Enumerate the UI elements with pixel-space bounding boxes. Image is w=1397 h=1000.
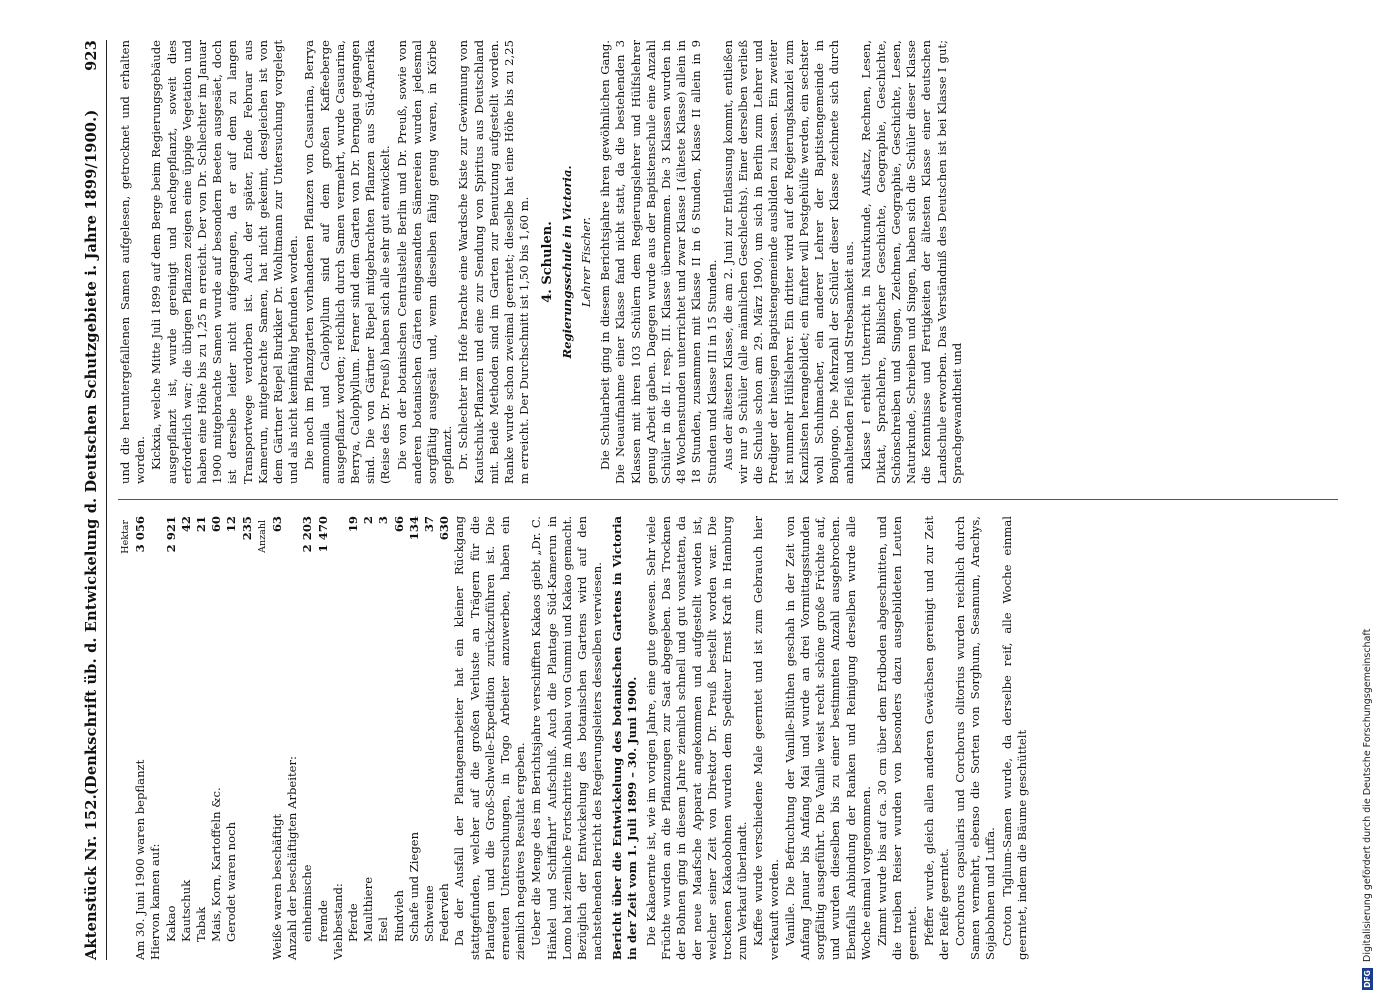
- crop-label: Mais, Korn, Kartoffeln &c.: [209, 787, 224, 942]
- page-number: 923: [83, 40, 100, 71]
- paragraph: Ueber die Menge des im Berichtsjahre verschifften Kakaos giebt „Dr. C. Hänkel und Schiffahrt“ Aufschluß. Auch die Plantage Süd-Kamerun in Lomo hat ziemliche Fortschritte im Anbau von Gummi und Kakao gemacht. Bezüglich der Entwickelung des botanischen Gartens wird auf den nachstehenden Bericht des Regierungsleiters desselben verwiesen.: [529, 516, 605, 960]
- livestock-row: [437, 516, 452, 960]
- unit-count-label: Anzahl: [256, 520, 268, 553]
- paragraph: Zimmt wurde bis auf ca. 30 cm über dem Erdboden abgeschnitten, und die treiben Reiser wurden von besonders dazu ausgebildeten Leuten geerntet.: [874, 516, 920, 960]
- paragraph: Die von der botanischen Centralstelle Berlin und Dr. Preuß, sowie von anderen botanischen Gärten eingesandten Sämereien wurden jedesmal sorgfältig ausgesät und, wenn dieselben fähig genug waren, in Körbe gepflanzt.: [394, 40, 455, 484]
- livestock-value: 630: [437, 516, 452, 541]
- livestock-label: Viehbestand:: [330, 883, 345, 960]
- paragraph: und die heruntergefallenen Samen aufgelesen, getrocknet und erhalten worden.: [118, 40, 148, 484]
- crop-row: [224, 516, 239, 960]
- livestock-label: Schafe und Ziegen: [406, 831, 421, 942]
- livestock-row: [407, 516, 422, 960]
- livestock-row: [392, 516, 407, 960]
- paragraph: Kickxia, welche Mitte Juli 1899 auf dem Berge beim Regierungsgebäude ausgepflanzt ist, wurde gereinigt und nachgepflanzt, soweit dies erforderlich war; die übrigen Pflanzen zeigen eine üppige Vegetation und haben eine Höhe bis zu 1,25 m erreicht. Der von Dr. Schlechter im Januar 1900 mitgebrachte Samen wurde auf besondern Beeten ausgesäet, doch ist derselbe leider nicht aufgegangen, da er auf dem zu langen Transportwege verdorben ist. Auch der später, Ende Februar aus Kamerun, mitgebrachte Samen, hat nicht gekeimt, desgleichen ist von dem Gärtner Riepel Burkiker Dr. Wohltmann zur Untersuchung vorgelegt und als nicht keimfähig befunden worden.: [149, 40, 301, 484]
- whites-row: [270, 516, 285, 960]
- paragraph: Croton Tiglium-Samen wurde, da derselbe reif, alle Woche einmal geerntet, indem die Bäume geschüttelt: [999, 516, 1029, 960]
- crop-value: 12: [224, 516, 239, 533]
- right-column: [118, 40, 966, 484]
- livestock-label: Maulthiere: [361, 876, 376, 942]
- livestock-value: 2: [361, 516, 376, 525]
- section-heading: 4. Schulen.: [540, 221, 556, 303]
- livestock-row: [422, 516, 437, 960]
- planted-total-value: 3 056: [133, 516, 148, 553]
- rotated-page: [40, 0, 1360, 1000]
- livestock-value: 19: [346, 516, 361, 533]
- crop-value: 2 921: [163, 516, 178, 553]
- dfg-logo: DFG: [1362, 968, 1373, 990]
- crop-row: [179, 516, 194, 960]
- crop-value: 21: [194, 516, 209, 533]
- column-divider: [118, 499, 1338, 500]
- crop-label: Kakao: [163, 905, 178, 942]
- header-document-number: Aktenstück Nr. 152.: [83, 794, 100, 960]
- credit-line: [1362, 629, 1373, 990]
- planted-total-row: [133, 516, 148, 960]
- workers-label: Anzahl der beschäftigten Arbeiter:: [285, 756, 300, 960]
- whites-value: 63: [270, 516, 285, 533]
- crop-row: [240, 516, 255, 960]
- crop-row: [164, 516, 179, 960]
- livestock-label: Esel: [376, 917, 391, 942]
- unit-hectare-label: Hektar: [120, 520, 131, 554]
- livestock-label: Pferde: [346, 903, 361, 942]
- paragraph: Kaffee wurde verschiedene Male geerntet und ist zum Gebrauch hier verkauft worden.: [751, 516, 781, 960]
- paragraph: Corchorus capsularis und Corchorus olitorius wurden reichlich durch Samen vermehrt, ebenso die Sorten von Sorghum, Sesamum, Arachys, Sojabohnen und Luffa.: [952, 516, 998, 960]
- worker-value: 2 203: [300, 516, 315, 553]
- livestock-row: [346, 516, 361, 960]
- livestock-value: 37: [422, 516, 437, 533]
- paragraph: Dr. Schlechter im Hofe brachte eine Wardsche Kiste zur Gewinnung von Kautschuk-Pflanzen und eine zur Sendung von Spiritus aus Deutschland mit. Beide Methoden sind im Garten zur Benutzung aufgestellt worden. Ranke wurde schon zweimal geerntet; dieselbe hat eine Höhe bis zu 2,25 m erreicht. Der Durchschnitt ist 1,50 bis 1,60 m.: [456, 40, 532, 484]
- paragraph: Vanille. Die Befruchtung der Vanille-Blüthen geschah in der Zeit von Anfang Januar bis Anfang Mai und wurde an drei Vormittagsstunden sorgfältig ausgeführt. Die Vanille weist recht schöne große Früchte auf, und wurden dieselben bis zu einer bestimmten Anzahl ausgebrochen. Ebenfalls Anbindung der Ranken und Reinigung derselben wurde alle Woche einmal vorgenommen.: [782, 516, 873, 960]
- worker-label: fremde: [315, 900, 330, 942]
- paragraph: Die Schularbeit ging in diesem Berichtsjahre ihren gewöhnlichen Gang. Die Neuaufnahme einer Klasse fand nicht statt, da die bestehenden 3 Klassen mit ihren 103 Schülern dem Regierungslehrer und Hülfslehrer genug Arbeit gaben. Dagegen wurde aus der Baptistenschule eine Anzahl Schüler in die II. resp. III. Klasse übernommen. Die 3 Klassen wurden in 48 Wochenstunden unterrichtet und zwar Klasse I (älteste Klasse) allein in 18 Stunden, zusammen mit Klasse II in 6 Stunden, Klasse II allein in 9 Stunden und Klasse III in 15 Stunden.: [598, 40, 719, 484]
- crop-label: Kautschuk: [178, 879, 193, 942]
- livestock-value: 134: [406, 516, 421, 541]
- page-header: [80, 40, 107, 960]
- worker-label: einheimische: [300, 864, 315, 942]
- crop-label: Gerodet waren noch: [224, 821, 239, 942]
- paragraph: Pfeffer wurde, gleich allen anderen Gewächsen gereinigt und zur Zeit der Reife geerntet.: [921, 516, 951, 960]
- header-title: (Denkschrift üb. d. Entwickelung d. Deutschen Schutzgebiete i. Jahre 1899/1900.): [83, 109, 100, 795]
- credit-text: Digitalisierung gefördert durch die Deutsche Forschungsgemeinschaft: [1362, 628, 1373, 962]
- crop-value: 42: [178, 516, 193, 533]
- livestock-row: [376, 516, 391, 960]
- livestock-label: Rindvieh: [391, 890, 406, 942]
- crop-row: [209, 516, 224, 960]
- paragraph: Die noch im Pflanzgarten vorhandenen Pflanzen von Casuarina, Berrya ammonilla und Calophyllum sind auf dem großen Kaffeeberge ausgepflanzt worden; reichlich durch Samen vermehrt, wurde Casuarina, Berrya, Calophyllum. Ferner sind dem Garten von Dr. Derngau gegangen sind. Die von Gärtner Riepel mitgebrachten Pflanzen aus Süd-Amerika (Reise des Dr. Preuß) haben sich alle sehr gut entwickelt.: [302, 40, 393, 484]
- paragraph: Aus der ältesten Klasse, die am 2. Juni zur Entlassung kommt, entließen wir nur 9 Schüler (alle männlichen Geschlechts). Einer derselben verließ die Schule schon am 29. März 1900, um sich in Berlin zum Lehrer und Prediger der hiesigen Baptistengemeinde ausbilden zu lassen. Ein zweiter ist nunmehr Hülfslehrer. Ein dritter wird auf der Regierungskanzlei zum Kanzlisten herangebildet; ein fünfter will Postgehülfe werden, ein sechster wohl Schuhmacher, ein anderer Lehrer der Baptistengemeinde in Bonjongo. Die Mehrzahl der Schüler dieser Klasse zeichnete sich durch anhaltenden Fleiß und Strebsamkeit aus.: [720, 40, 857, 484]
- teacher-name: Lehrer Fischer.: [578, 216, 593, 308]
- crop-value: 60: [209, 516, 224, 533]
- worker-value: 1 470: [315, 516, 330, 553]
- whites-label: Weiße waren beschäftigt: [270, 813, 285, 960]
- livestock-row: [361, 516, 376, 960]
- report-title: Bericht über die Entwickelung des botanischen Gartens in Victoria in der Zeit vom 1. Juli 1899 – 30. Juni 1900.: [609, 516, 639, 960]
- subsection-heading: Regierungsschule in Victoria.: [559, 165, 574, 359]
- crop-value: 235: [239, 516, 254, 541]
- left-column: [118, 516, 1031, 960]
- paragraph: Klasse I erhielt Unterricht in Naturkunde, Aufsatz, Rechnen, Lesen, Diktat, Sprachlehre, Biblischer Geschichte, Geographie, Geschichte, Schönschreiben und Singen, Zeichnen, Geographie, Geschichte, Lesen, Naturkunde, Schreiben und Singen, haben sich die Schüler dieser Klasse die Kenntnisse und Fertigkeiten der ältesten Klasse einer deutschen Landschule erworben. Das Verständniß des Deutschen ist bei Klasse I gut; Sprachgewandtheit und: [858, 40, 964, 484]
- crop-label: [240, 576, 255, 942]
- paragraph: Da der Ausfall der Plantagenarbeiter hat ein kleiner Rückgang stattgefunden, welcher auf die großen Verluste an Trägern für die Plantagen und die Groß-Schwelle-Expedition zurückzuführen ist. Die erneuten Untersuchungen, in Togo Arbeiter anzuwerben, haben ein ziemlich negatives Resultat ergeben.: [452, 516, 528, 960]
- planted-total-label: Am 30. Juni 1900 waren bepflanzt: [133, 759, 148, 960]
- digitization-credit: [1362, 10, 1376, 990]
- crop-label: Tabak: [194, 906, 209, 942]
- of-which-label: Hiervon kamen auf:: [148, 843, 163, 960]
- livestock-value: 3: [376, 516, 391, 525]
- livestock-label: Federvieh: [437, 883, 452, 942]
- livestock-label: Schweine: [422, 885, 437, 942]
- worker-row: [300, 516, 315, 960]
- worker-row: [316, 516, 331, 960]
- crop-row: [194, 516, 209, 960]
- livestock-value: 66: [391, 516, 406, 533]
- paragraph: Die Kakaoernte ist, wie im vorigen Jahre, eine gute gewesen. Sehr viele Früchte wurden an die Pflanzungen zur Saat abgegeben. Das Trocknen der Bohnen ging in diesem Jahre ziemlich schnell und gut vonstatten, da der neue Maafsche Apparat angekommen und aufgestellt worden ist, welcher seiner Zeit von Direktor Dr. Preuß bestellt worden war. Die trockenen Kakaobohnen wurden dem Spediteur Ernst Kraft in Hamburg zum Verkauf überlandt.: [643, 516, 750, 960]
